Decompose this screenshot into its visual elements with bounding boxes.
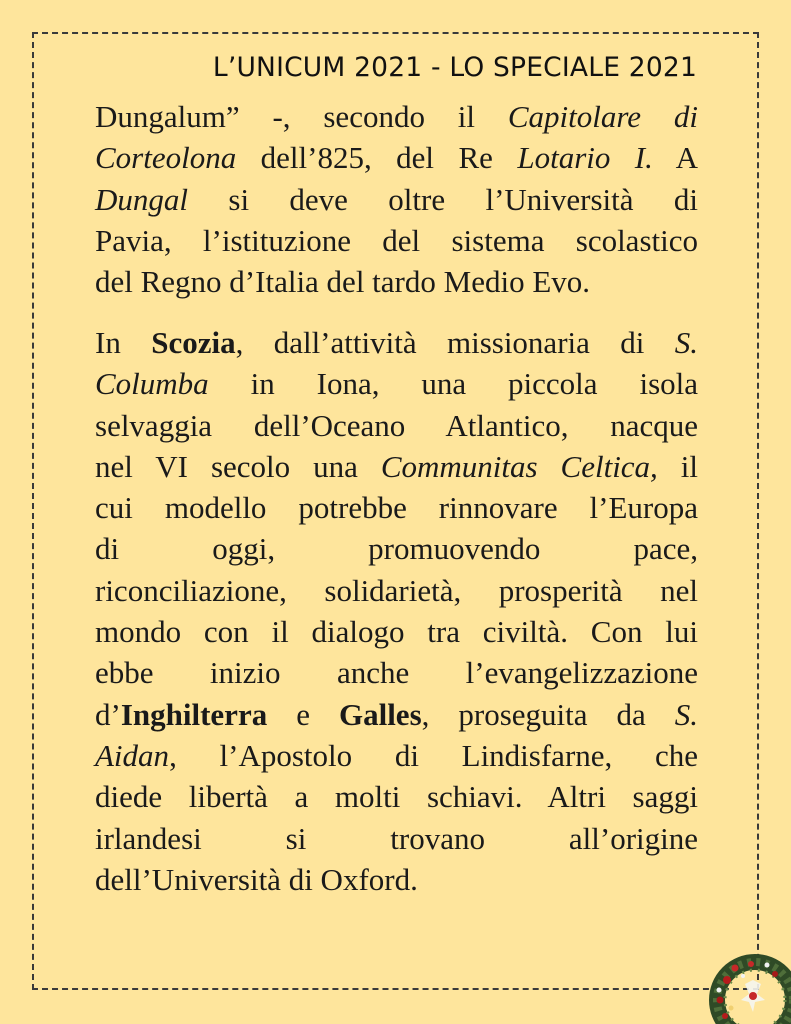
paragraph-2-line-5: cui modello potrebbe rinnovare l’Europa (95, 490, 698, 526)
italic-text: Communitas Celtica, (380, 448, 658, 484)
paragraph-2-line-14: dell’Università di Oxford. (95, 861, 418, 897)
wreath-graphic (705, 950, 791, 1024)
paragraph-2-line-11 (95, 735, 698, 776)
italic-text: Corteolona (95, 140, 237, 176)
paragraph-1-line-2 (95, 137, 698, 178)
paragraph-2-line-3: selvaggia dell’Oceano Atlantico, nacque (95, 407, 698, 443)
italic-text: Dungal (95, 181, 188, 217)
italic-text: Capitolare di (507, 99, 699, 134)
text-span: il (680, 448, 699, 484)
italic-text: Columba (95, 366, 209, 402)
text-span: d’ (95, 696, 121, 732)
text-span: e (296, 696, 310, 732)
paragraph-2-line-8: mondo con il dialogo tra civiltà. Con lui (95, 614, 698, 650)
page-header: L’UNICUM 2021 - LO SPECIALE 2021 (212, 52, 697, 83)
paragraph-2-line-10 (95, 694, 698, 735)
bold-text: Scozia (151, 325, 236, 360)
paragraph-1-line-5: del Regno d’Italia del tardo Medio Evo. (95, 264, 591, 300)
text-span: In (95, 325, 121, 360)
text-span: in Iona, una piccola isola (250, 366, 699, 402)
text-span: Dungalum” -, secondo il (95, 99, 476, 134)
italic-text: S. (674, 696, 699, 732)
text-span: dell’825, del Re (260, 140, 493, 176)
paragraph-1 (95, 96, 698, 302)
italic-text: S. (674, 325, 698, 360)
paragraph-2-line-2 (95, 363, 698, 404)
paragraph-1-line-1 (95, 96, 698, 137)
paragraph-2-line-1 (95, 322, 698, 363)
paragraph-2 (95, 322, 698, 900)
paragraph-1-line-4: Pavia, l’istituzione del sistema scolastico (95, 222, 698, 258)
text-span: nel VI secolo una (95, 448, 358, 484)
paragraph-2-line-6: di oggi, promuovendo pace, (95, 531, 698, 567)
paragraph-2-line-7: riconciliazione, solidarietà, prosperità nel (95, 572, 698, 608)
bold-text: Inghilterra (120, 696, 268, 732)
text-span: , dall’attività missionaria di (235, 325, 645, 360)
christmas-wreath-icon (705, 950, 791, 1024)
paragraph-1-line-3 (95, 179, 698, 220)
paragraph-2-line-9: ebbe inizio anche l’evangelizzazione (95, 655, 698, 691)
text-span: , proseguita da (421, 696, 646, 732)
paragraph-2-line-12: diede libertà a molti schiavi. Altri saggi (95, 779, 698, 815)
text-span: si deve oltre l’Università di (228, 181, 699, 217)
italic-text: Aidan (95, 737, 170, 773)
bold-text: Galles (338, 696, 422, 732)
text-span: , l’Apostolo di Lindisfarne, che (169, 737, 698, 773)
paragraph-2-line-13: irlandesi si trovano all’origine (95, 820, 698, 856)
italic-text: Lotario I. (517, 140, 653, 176)
text-span: A (675, 140, 699, 176)
paragraph-2-line-4 (95, 446, 698, 487)
